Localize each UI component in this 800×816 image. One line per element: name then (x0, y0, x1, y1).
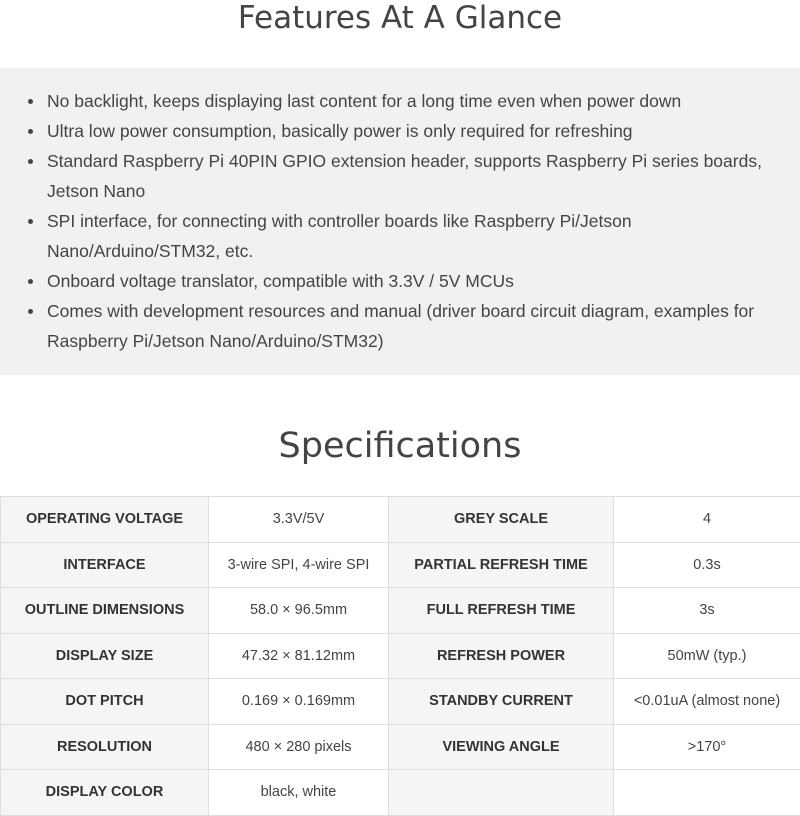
spec-label: DISPLAY COLOR (1, 770, 209, 816)
specifications-table (0, 496, 800, 816)
table-row (1, 679, 800, 725)
feature-item: SPI interface, for connecting with controller boards like Raspberry Pi/Jetson Nano/Arduino/STM32, etc. (28, 206, 780, 266)
spec-label-empty (389, 770, 614, 816)
spec-label: REFRESH POWER (389, 633, 614, 679)
spec-value: 0.169 × 0.169mm (209, 679, 389, 725)
spec-label: VIEWING ANGLE (389, 724, 614, 770)
table-row (1, 542, 800, 588)
table-row (1, 497, 800, 543)
spec-value-empty (614, 770, 800, 816)
feature-item: Ultra low power consumption, basically power is only required for refreshing (28, 116, 780, 146)
feature-item: Comes with development resources and manual (driver board circuit diagram, examples for Raspberry Pi/Jetson Nano/Arduino/STM32) (28, 296, 780, 356)
table-row (1, 724, 800, 770)
spec-label: STANDBY CURRENT (389, 679, 614, 725)
spec-value: 50mW (typ.) (614, 633, 800, 679)
spec-value: >170° (614, 724, 800, 770)
feature-item: Onboard voltage translator, compatible with 3.3V / 5V MCUs (28, 266, 780, 296)
spec-value: 3s (614, 588, 800, 634)
spec-value: 0.3s (614, 542, 800, 588)
specifications-title: Specifications (0, 424, 800, 468)
feature-item: No backlight, keeps displaying last content for a long time even when power down (28, 86, 780, 116)
features-box (0, 68, 800, 375)
spec-value: <0.01uA (almost none) (614, 679, 800, 725)
features-list (0, 68, 800, 356)
spec-label: OUTLINE DIMENSIONS (1, 588, 209, 634)
table-row (1, 633, 800, 679)
spec-label: DOT PITCH (1, 679, 209, 725)
spec-label: GREY SCALE (389, 497, 614, 543)
spec-value: 3.3V/5V (209, 497, 389, 543)
spec-label: INTERFACE (1, 542, 209, 588)
feature-item: Standard Raspberry Pi 40PIN GPIO extension header, supports Raspberry Pi series boards, Jetson Nano (28, 146, 780, 206)
spec-value: 480 × 280 pixels (209, 724, 389, 770)
table-row (1, 770, 800, 816)
spec-value: 58.0 × 96.5mm (209, 588, 389, 634)
spec-value: 3-wire SPI, 4-wire SPI (209, 542, 389, 588)
spec-label: OPERATING VOLTAGE (1, 497, 209, 543)
spec-label: DISPLAY SIZE (1, 633, 209, 679)
features-title: Features At A Glance (0, 0, 800, 36)
spec-label: PARTIAL REFRESH TIME (389, 542, 614, 588)
spec-value: 47.32 × 81.12mm (209, 633, 389, 679)
spec-label: FULL REFRESH TIME (389, 588, 614, 634)
spec-value: 4 (614, 497, 800, 543)
table-row (1, 588, 800, 634)
spec-label: RESOLUTION (1, 724, 209, 770)
spec-value: black, white (209, 770, 389, 816)
